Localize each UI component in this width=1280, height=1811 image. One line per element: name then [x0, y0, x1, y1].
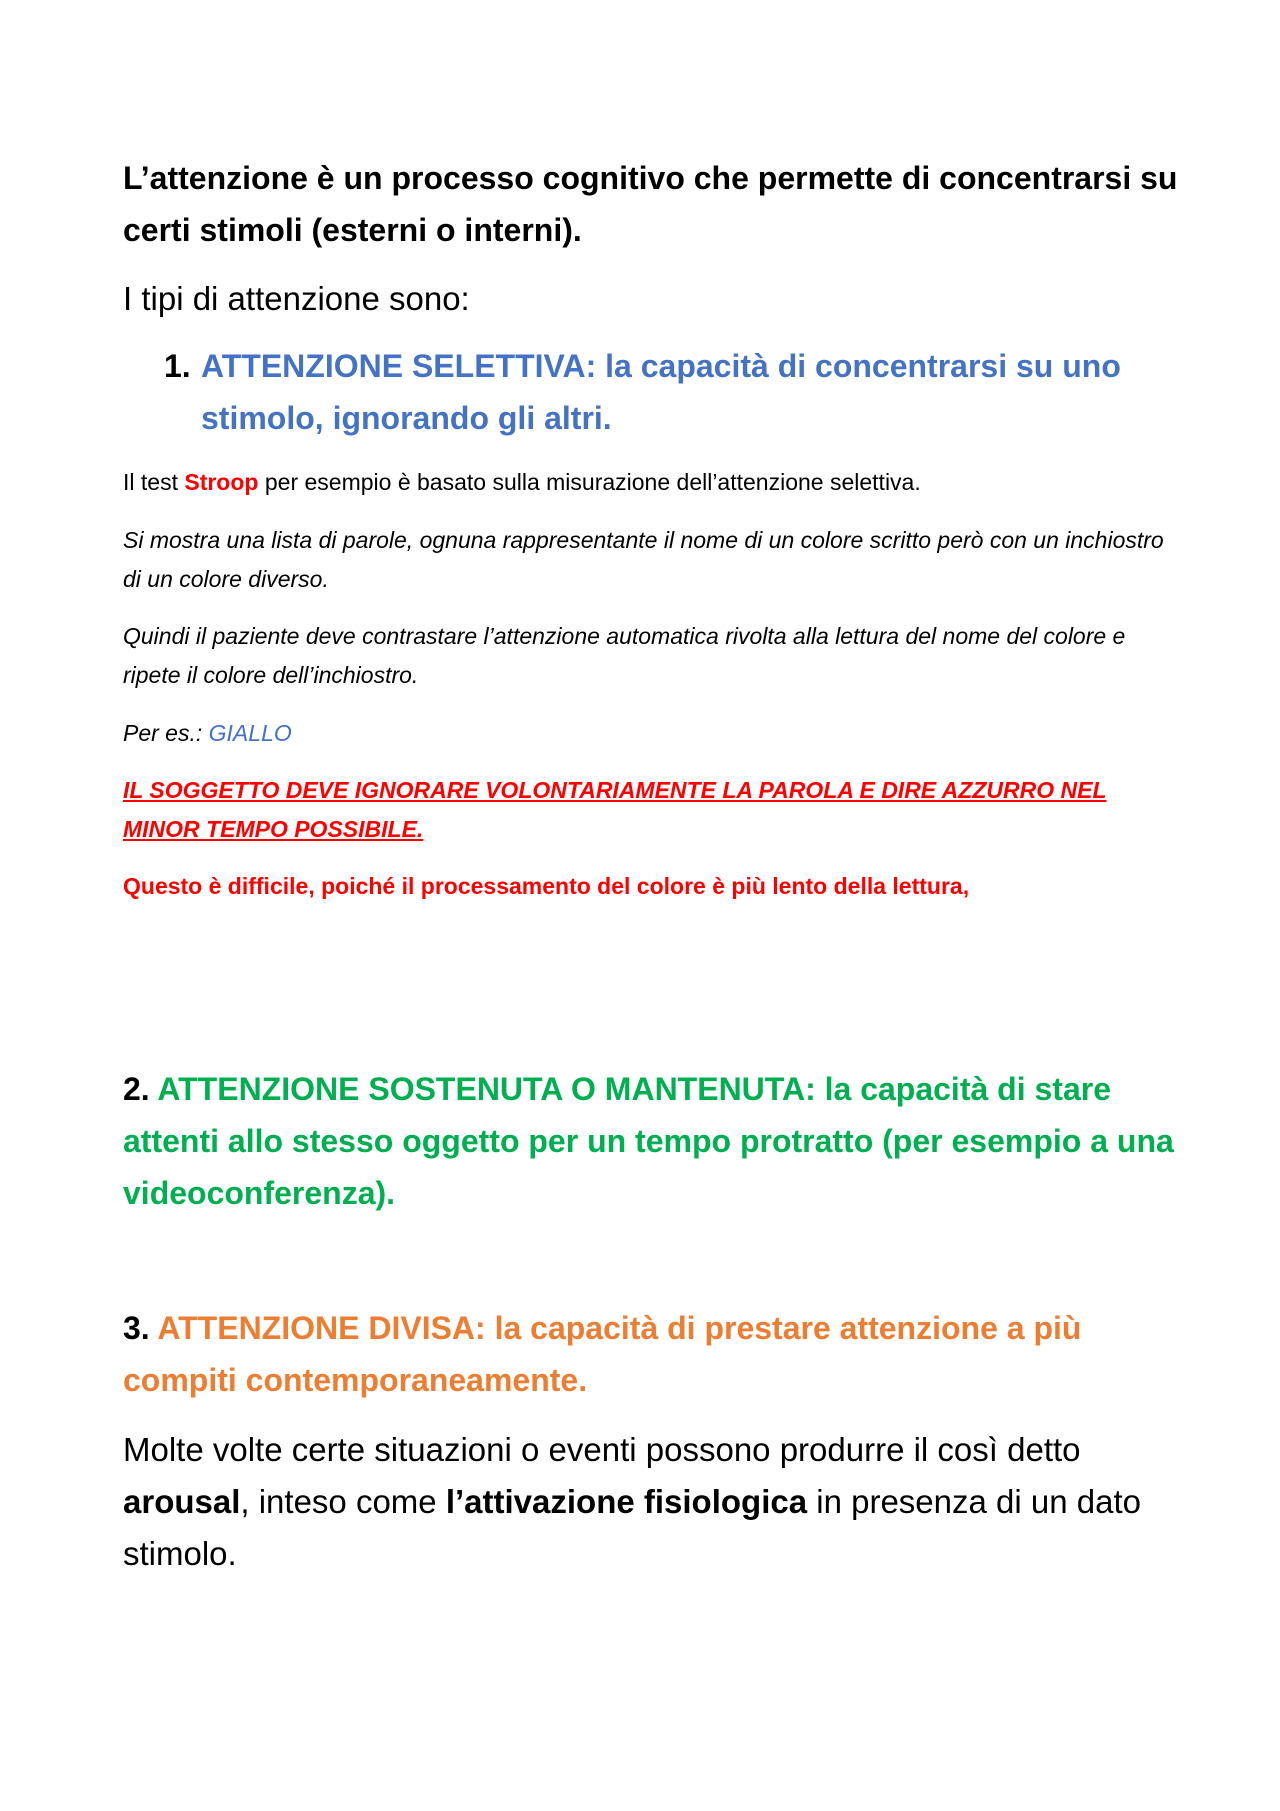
example-paragraph — [123, 714, 1183, 753]
stroop-text-after: per esempio è basato sulla misurazione dell’attenzione selettiva. — [258, 469, 921, 495]
activation-term: l’attivazione fisiologica — [445, 1483, 808, 1520]
stroop-instruction-paragraph: Quindi il paziente deve contrastare l’attenzione automatica rivolta alla lettura del nome del colore e ripete il colore dell’inchiostro. — [123, 623, 1126, 688]
arousal-term: arousal — [123, 1483, 241, 1520]
stroop-text-before: Il test — [123, 469, 185, 495]
types-label: I tipi di attenzione sono: — [123, 280, 470, 317]
divided-attention-definition: ATTENZIONE DIVISA: la capacità di prestare attenzione a più compiti contemporaneamente. — [123, 1310, 1082, 1398]
example-label: Per es.: — [123, 720, 209, 746]
warning-paragraph: IL SOGGETTO DEVE IGNORARE VOLONTARIAMENTE LA PAROLA E DIRE AZZURRO NEL MINOR TEMPO POSSIBILE. — [123, 777, 1107, 842]
sustained-attention-definition: ATTENZIONE SOSTENUTA O MANTENUTA: la capacità di stare attenti allo stesso oggetto per un tempo protratto (per esempio a una videoconferenza). — [123, 1071, 1174, 1211]
arousal-paragraph — [123, 1424, 1183, 1580]
stroop-name: Stroop — [184, 469, 259, 495]
stroop-paragraph — [123, 463, 1183, 502]
selective-attention-definition: ATTENZIONE SELETTIVA: la capacità di concentrarsi su uno stimolo, ignorando gli altri. — [201, 348, 1121, 436]
arousal-text-part3: in presenza di un dato stimolo. — [123, 1483, 1141, 1572]
intro-paragraph: L’attenzione è un processo cognitivo che permette di concentrarsi su certi stimoli (esterni o interni). — [123, 160, 1178, 248]
list-item-divided-attention — [123, 1302, 1183, 1406]
list-item-number: 3. — [123, 1310, 158, 1346]
list-item-selective-attention — [164, 340, 1164, 444]
stroop-description-paragraph: Si mostra una lista di parole, ognuna rappresentante il nome di un colore scritto però con un inchiostro di un colore diverso. — [123, 527, 1164, 592]
example-word: GIALLO — [208, 720, 292, 746]
list-item-sustained-attention — [123, 1063, 1183, 1219]
difficulty-paragraph: Questo è difficile, poiché il processamento del colore è più lento della lettura, — [123, 873, 970, 899]
list-item-number: 1. — [164, 348, 191, 384]
arousal-text-part1: Molte volte certe situazioni o eventi possono produrre il così detto — [123, 1431, 1081, 1468]
list-item-number: 2. — [123, 1071, 158, 1107]
arousal-text-part2: , inteso come — [240, 1483, 446, 1520]
